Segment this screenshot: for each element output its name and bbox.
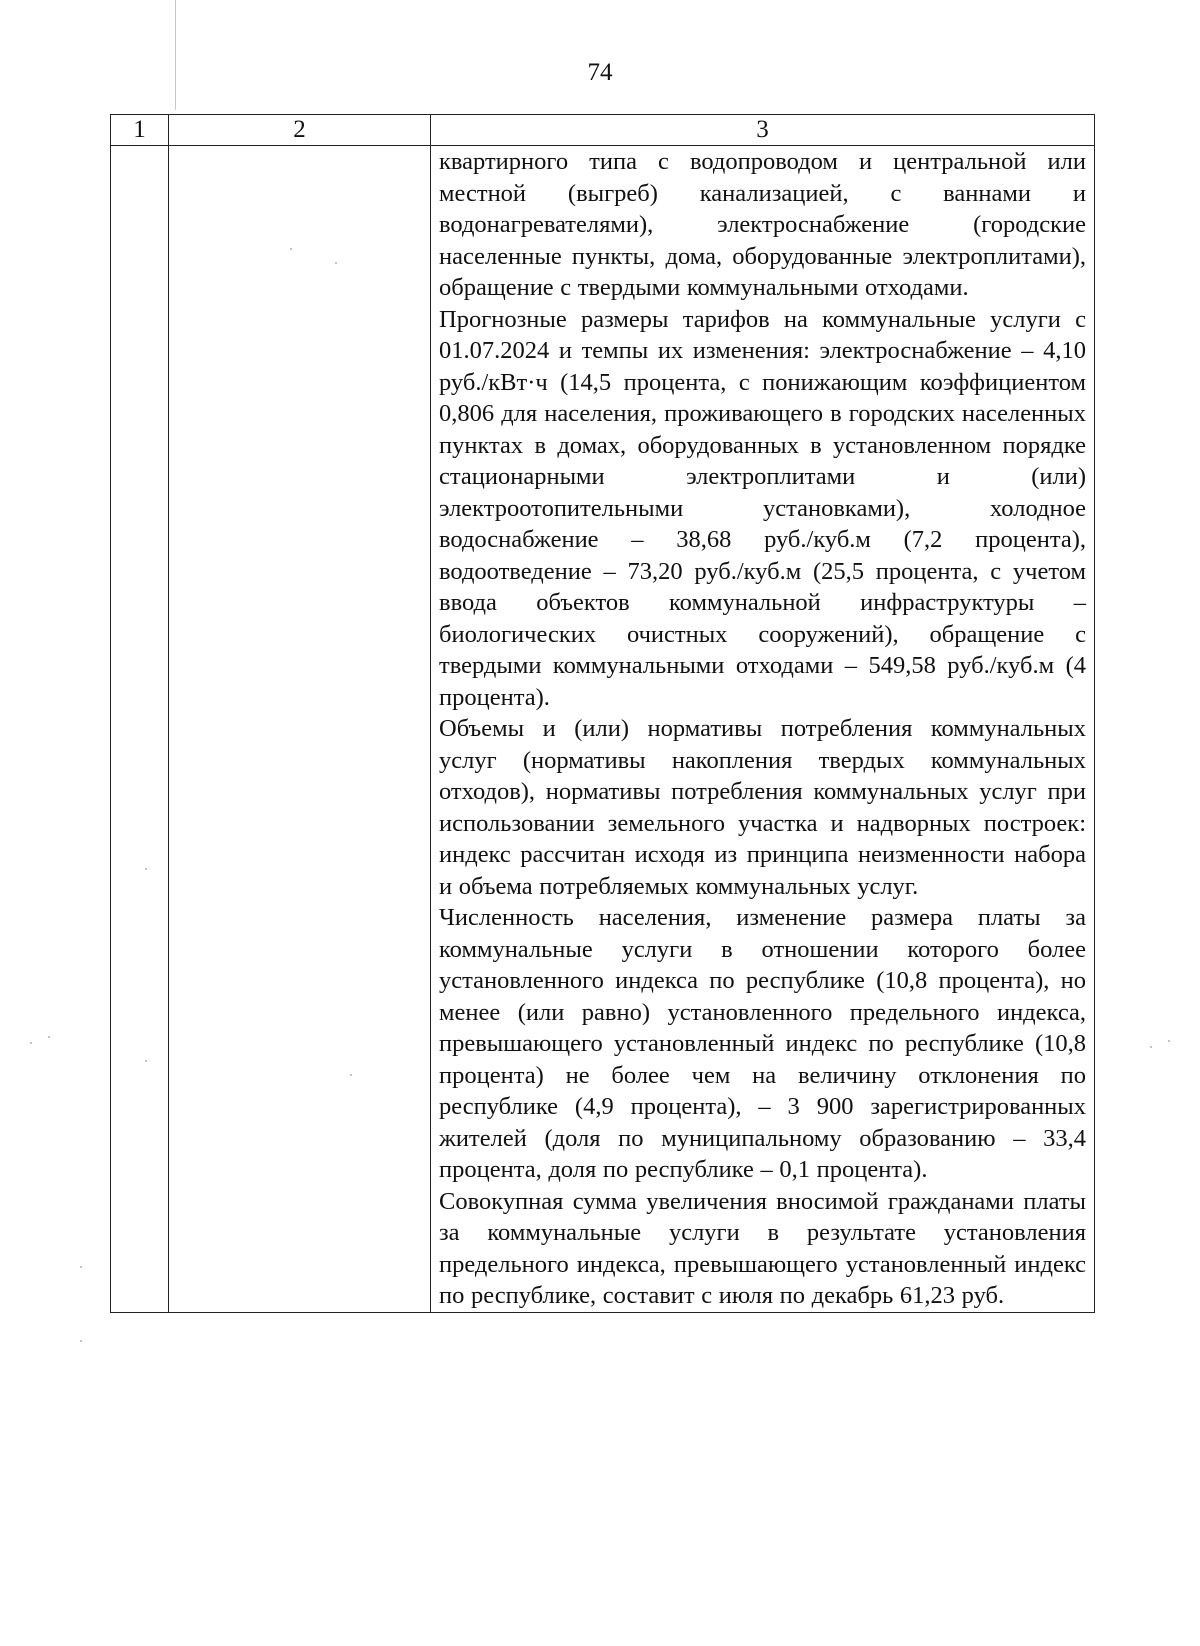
scan-speck [145, 868, 147, 870]
scan-speck [350, 1074, 352, 1076]
paragraph-consumption-norms: Объемы и (или) нормативы потребления коммунальных услуг (нормативы накопления твердых коммунальных отходов), нормативы потребления коммунальных услуг при использовании земельного участка и надворных построек: индекс рассчитан исходя из принципа неизменности набора и объема потребляемых коммунальных услуг. [439, 715, 1086, 900]
scan-speck [290, 248, 292, 250]
scan-speck [145, 1060, 147, 1062]
scan-edge-line [175, 0, 176, 110]
paragraph-total-increase: Совокупная сумма увеличения вносимой гражданами платы за коммунальные услуги в результате установления предельного индекса, превышающего установленный индекс по республике, составит с июля по декабрь 61,23 руб. [439, 1187, 1086, 1309]
scan-speck [48, 1036, 50, 1038]
paragraph-population-count: Численность населения, изменение размера платы за коммунальные услуги в отношении которого более установленного индекса по республике (10,8 процента), но менее (или равно) установленного предельного индекса, превышающего установленный индекс по республике (10,8 процента) не более чем на величину отклонения по республике (4,9 процента), – 3 900 зарегистрированных жителей (доля по муниципальному образованию – 33,4 процента, доля по республике – 0,1 процента). [439, 904, 1086, 1183]
scan-speck [30, 1042, 32, 1044]
scan-speck [80, 1266, 82, 1268]
table-row [111, 146, 1095, 1313]
table-cell-col3 [431, 146, 1095, 1313]
scan-speck [1150, 1046, 1152, 1048]
column-header-2: 2 [169, 115, 431, 146]
scan-speck [80, 1340, 82, 1342]
paragraph-housing-continued: квартирного типа с водопроводом и центральной или местной (выгреб) канализацией, с ваннами и водонагревателями), электроснабжение (городские населенные пункты, дома, оборудованные электроплитами), обращение с твердыми коммунальными отходами. [439, 148, 1086, 301]
table-cell-col1 [111, 146, 169, 1313]
paragraph-tariff-forecast: Прогнозные размеры тарифов на коммунальные услуги с 01.07.2024 и темпы их изменения: электроснабжение – 4,10 руб./кВт·ч (14,5 процента, с понижающим коэффициентом 0,806 для населения, проживающего в городских населенных пунктах в домах, оборудованных в установленном порядке стационарными электроплитами и (или) электроотопительными установками), холодное водоснабжение – 38,68 руб./куб.м (7,2 процента), водоотведение – 73,20 руб./куб.м (25,5 процента, с учетом ввода объектов коммунальной инфраструктуры – биологических очистных сооружений), обращение с твердыми коммунальными отходами – 549,58 руб./куб.м (4 процента). [439, 305, 1086, 711]
table-cell-col2 [169, 146, 431, 1313]
scan-speck [1168, 1040, 1170, 1042]
page-number: 74 [587, 59, 613, 86]
cell-body-text [431, 146, 1094, 1312]
column-header-1: 1 [111, 115, 169, 146]
column-header-3: 3 [431, 115, 1095, 146]
table-header-row [111, 115, 1095, 146]
document-table [110, 114, 1095, 1313]
scan-speck [335, 262, 337, 264]
